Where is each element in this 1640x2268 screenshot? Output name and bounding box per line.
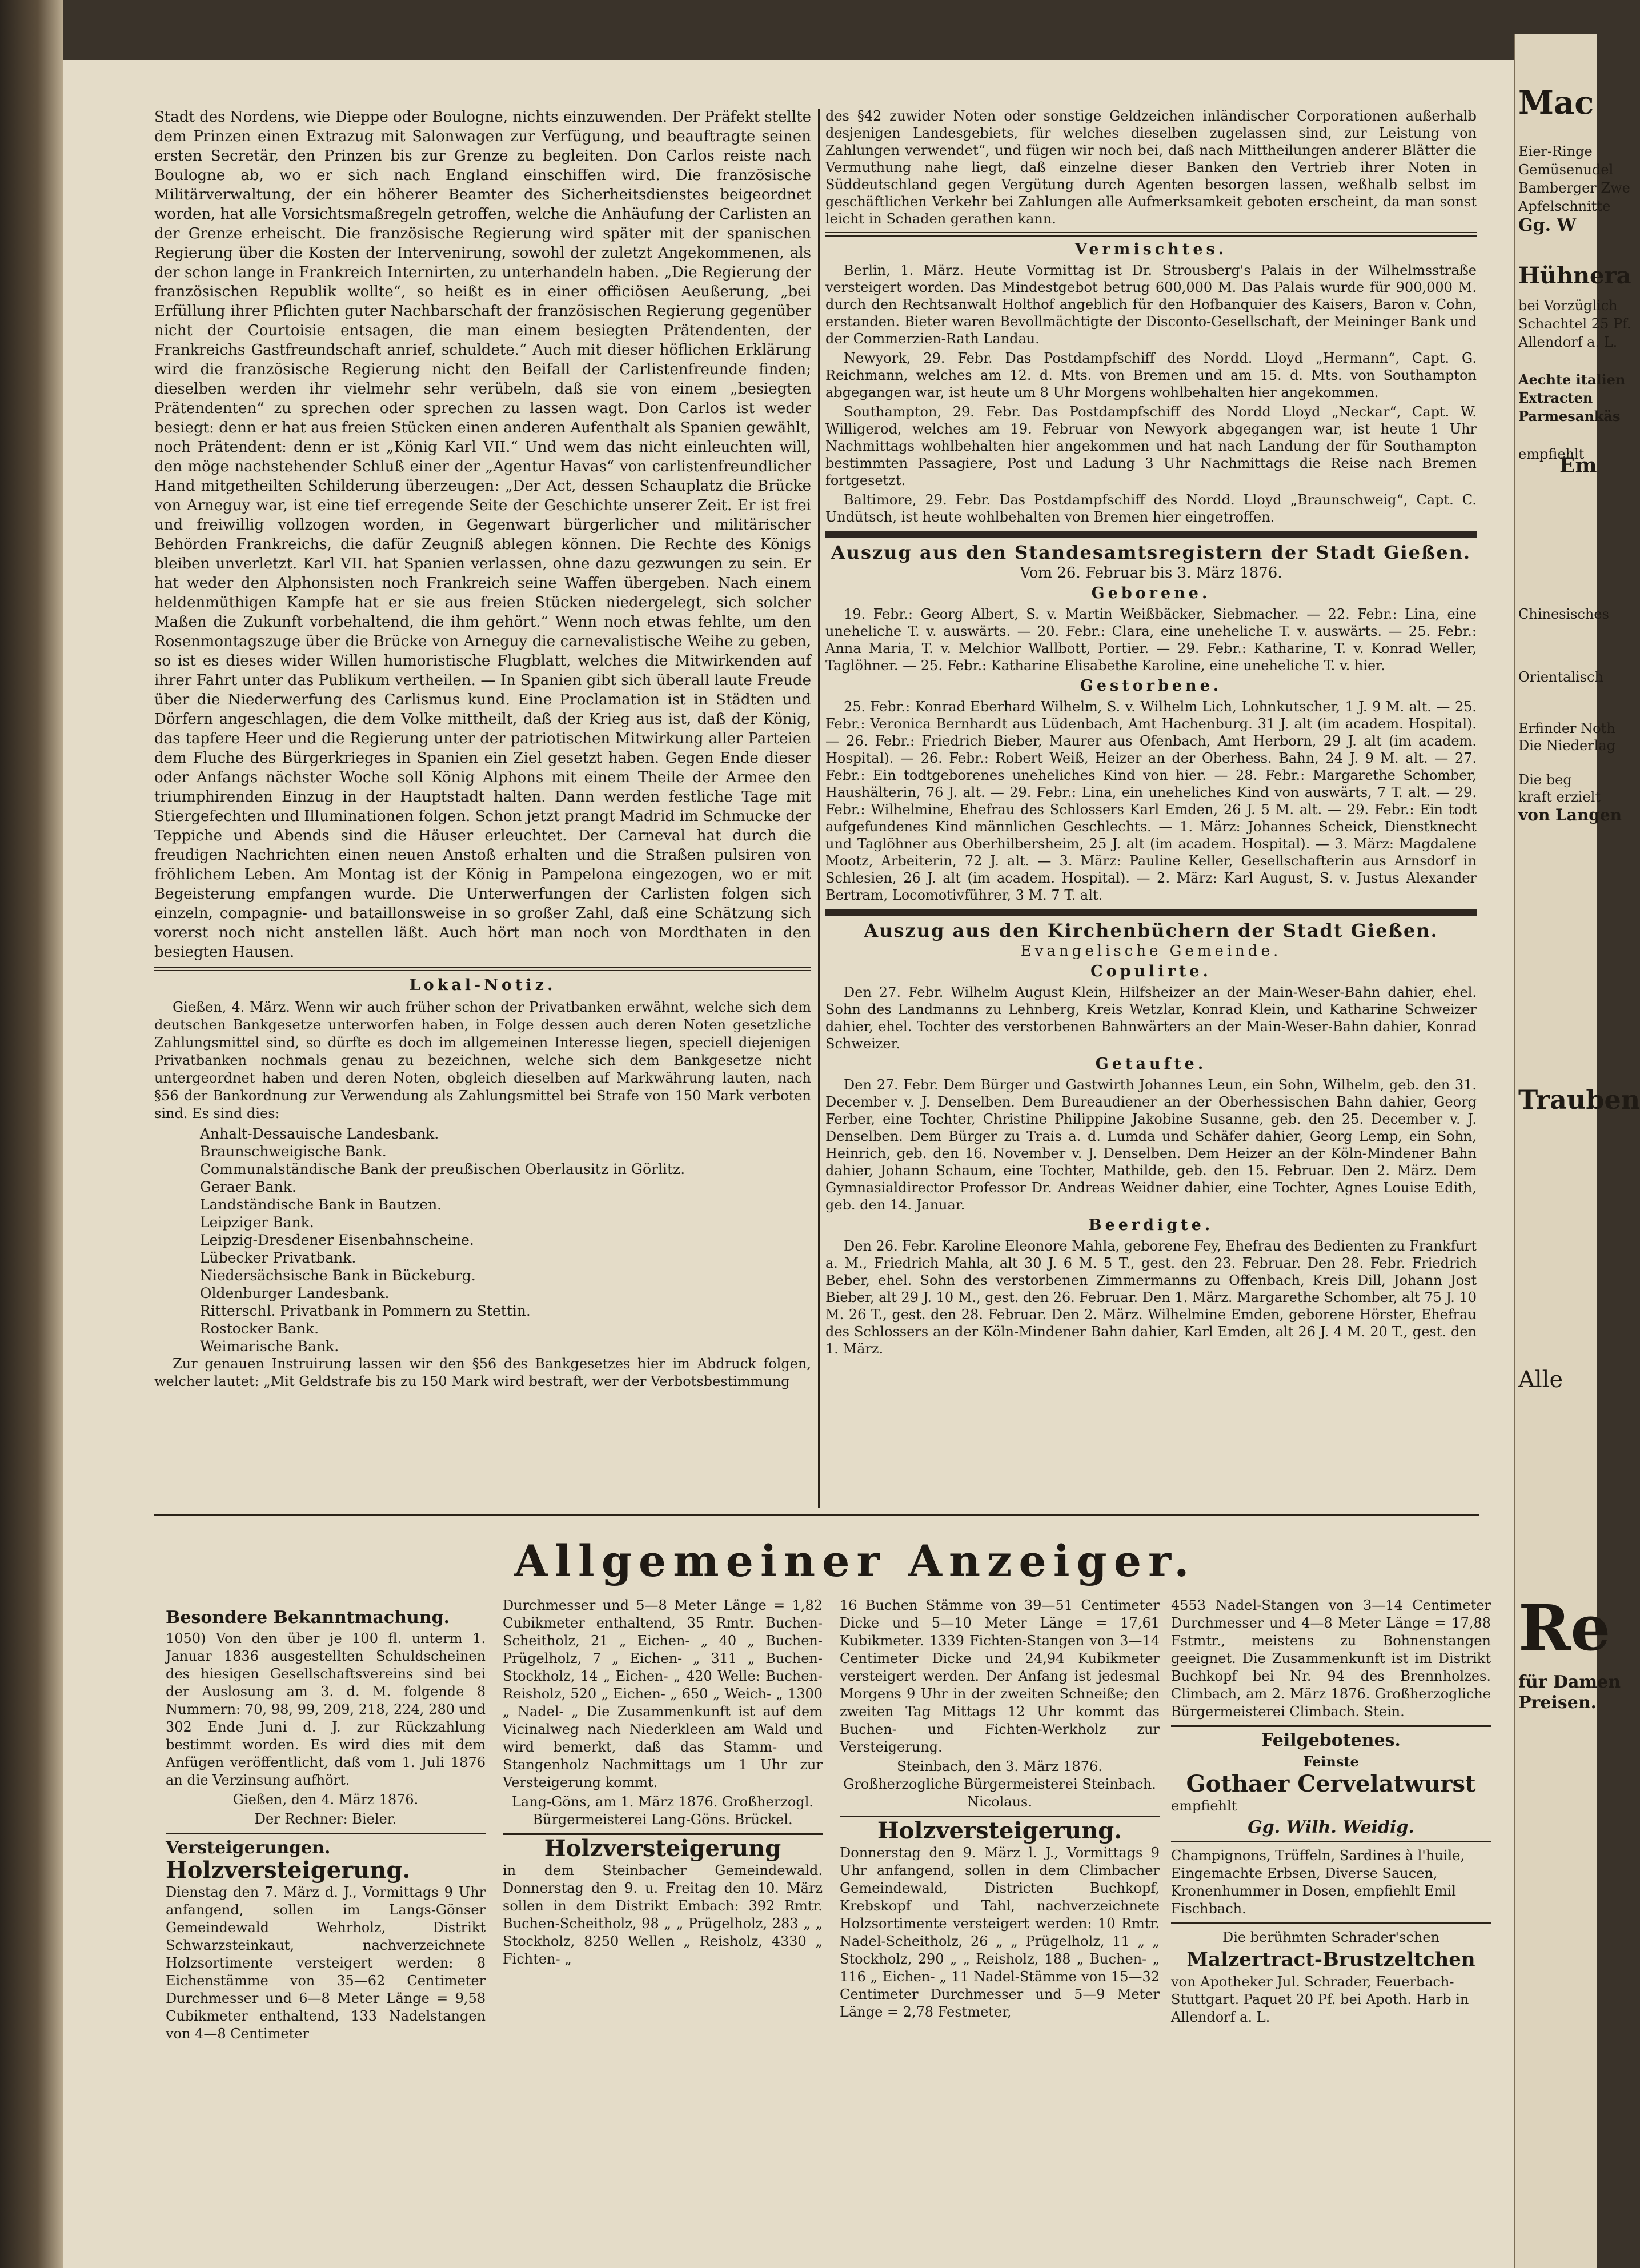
carlos-article: Stadt des Nordens, wie Dieppe oder Boulogne, nichts einzuwenden. Der Präfekt stellte dem Prinzen einen Extrazug mit Salonwagen zur Verfügung, und beauftragte seinen ersten Secretär, den Prinzen bis zur Grenze zu begleiten. Don Carlos reiste nach Boulogne ab, wo er sich nach England einschiffen wird. Die französische Militärverwaltung, der ein höherer Beamter des Sicherheitsdienstes beigeordnet worden, hat alle Vorsichtsmaßregeln getroffen, welche die Anhäufung der Carlisten an der Grenze erheischt. Die französische Regierung wird später mit der spanischen Regierung über die Kosten der Intervenirung, sowohl der zuletzt Angekommenen, als der schon lange in Frankreich Internirten, zu unterhandeln haben. „Die Regierung der französischen Republik wollte“, so heißt es in einer officiösen Aeußerung, „bei Erfüllung ihrer Pflichten guter Nachbarschaft der französischen Regierung gegenüber nicht der Courtoisie entsagen, die man einem besiegten Prätendenten, der Frankreichs Gastfreundschaft anrief, schuldete.“ Auch mit dieser höflichen Erklärung wird die französische Regierung nicht den Beifall der Carlistenfreunde finden; dieselben werden ihr vielmehr sehr verübeln, daß sie von einem „besiegten Prätendenten“ zu sprechen oder sprechen zu lassen wagt. Don Carlos ist weder besiegt: denn er hat aus freien Stücken einen anderen Aufenthalt als Spanien gewählt, noch Prätendent: denn er ist „König Karl VII.“ Und wem das nicht einleuchten will, den möge nachstehender Schluß einer der „Agentur Havas“ von carlistenfreundlicher Hand mitgetheilten Schilderung überzeugen: „Der Act, dessen Schauplatz die Brücke von Arneguy war, ist eine tief erregende Seite der Geschichte unserer Zeit. Er ist frei und freiwillig vollzogen worden, in Gegenwart bürgerlicher und militärischer Behörden Frankreichs, die dafür Zeugniß ablegen können. Die Rechte des Königs bleiben unverletzt. Karl VII. hat Spanien verlassen, ohne dazu gezwungen zu sein. Er hat weder den Alphonsisten noch Frankreich seine Waffen übergeben. Nach einem heldenmüthigen Kampfe hat er sie aus freien Stücken niedergelegt, sich solcher Maßen die Zukunft vorbehaltend, die ihm gehört.“ Wenn noch etwas fehlte, um den Rosenmontagszuge über die Brücke von Arneguy die carnevalistische Weihe zu geben, so ist es dieses wider Willen humoristische Flugblatt, welches die Mitwirkenden auf ihrer Fahrt unter das Publikum vertheilen. — In Spanien gibt sich überall laute Freude über die Niederwerfung des Carlismus kund. Eine Proclamation ist in Städten und Dörfern angeschlagen, die dem Volke mittheilt, daß der Krieg aus ist, daß der König, das tapfere Heer und die Regierung unter der patriotischen Mitwirkung aller Parteien dem Fluche des Bürgerkrieges in Spanien ein Ziel gesetzt haben. Gegen Ende dieser oder Anfangs nächster Woche soll König Alphons mit einem Theile der Armee den triumphirenden Einzug in der Hauptstadt halten. Dann werden festliche Tage mit Stiergefechten und Illuminationen folgen. Schon jetzt prangt Madrid im Schmucke der Teppiche und Abends sind die Häuser erleuchtet. Der Carneval hat durch die freudigen Nachrichten einen neuen Anstoß erhalten und die Straßen pulsiren von fröhlichem Leben. Am Montag ist der König in Pampelona eingezogen, wo er mit Begeisterung empfangen wurde. Die Unterwerfungen der Carlisten folgen sich einzeln, compagnie- und bataillonsweise in so großer Zahl, daß eine Schätzung sich vorerst noch nicht anstellen läßt. Auch hört man noch von Mordthaten in den besiegten Hausen. [154, 109, 811, 961]
bekanntmachung-place: Gießen, den 4. März 1876. [232, 1792, 419, 1808]
book-binding [0, 0, 63, 2268]
holzversteigerung-title: Holzversteigerung. [166, 1857, 411, 1884]
lokal-notiz-text: Gießen, 4. März. Wenn wir auch früher schon der Privatbanken erwähnt, welche sich dem deutschen Bankgesetze unterworfen haben, in Folge dessen auch deren Noten gesetzliche Zahlungsmittel sind, so dürfte es doch im allgemeinen Interesse liegen, speciell diejenigen Privatbanken nochmals genau zu bezeichnen, welche sich dem Bankgesetze nicht untergeordnet haben und deren Noten, obgleich dieselben auf Markwährung lauten, nach §56 der Bankordnung zur Verwendung als Zahlungsmittel bei Strafe von 150 Mark verboten sind. Es sind dies: [154, 999, 811, 1121]
adjacent-page-fragment: Apfelschnitte [1518, 198, 1611, 214]
geborene-list: 19. Febr.: Georg Albert, S. v. Martin Weißbäcker, Siebmacher. — 22. Febr.: Lina, eine uneheliche T. v. auswärts. — 20. Febr.: Clara, eine uneheliche T. v. auswärts. — 25. Febr.: Anna Maria, T. v. Melchior Wallbott, Portier. — 29. Febr.: Katharine, T. v. Konrad Weller, Taglöhner. — 25. Febr.: Katharine Elisabethe Karoline, eine uneheliche T. v. hier. [825, 606, 1477, 674]
steinbach-cont: 16 Buchen Stämme von 39—51 Centimeter Dicke und 5—10 Meter Länge = 17,61 Kubikmeter. 1339 Fichten-Stangen von 3—14 Centimeter Dicke und 24,94 Kubikmeter versteigert werden. Der Anfang ist jedesmal Morgens 9 Uhr in der zweiten Schneiße; den zweiten Tag Mittags 12 Uhr kommt das Buchen- und Fichten-Werkholz zur Versteigerung. [840, 1597, 1160, 1755]
adjacent-page-fragment: Re [1518, 1591, 1611, 1665]
adjacent-page-fragment: für Damen [1518, 1672, 1621, 1692]
copulirte-heading: Copulirte. [1090, 963, 1212, 980]
lokal-notiz-end: Zur genauen Instruirung lassen wir den §56 des Bankgesetzes hier im Abdruck folgen, welcher lautet: „Mit Geldstrafe bis zu 150 Mark wird bestraft, wer der Verbotsbestimmung [154, 1356, 811, 1389]
holzversteigerung-text: Dienstag den 7. März d. J., Vormittags 9 Uhr anfangend, sollen im Langs-Gönser Gemeindewald Wehrholz, Distrikt Schwarzsteinkaut, nachverzeichnete Holzsortimente versteigert werden: 8 Eichenstämme von 35—62 Centimeter Durchmesser und 6—8 Meter Länge = 9,58 Cubikmeter enthaltend, 133 Nadelstangen von 4—8 Centimeter [166, 1884, 486, 2042]
adjacent-page-fragment: Hühnera [1518, 262, 1631, 289]
news-newyork: Newyork, 29. Febr. Das Postdampfschiff des Nordd. Lloyd „Hermann“, Capt. G. Reichmann, welches am 12. d. Mts. von Bremen und am 15. d. Mts. von Southampton abgegangen war, ist heute um 8 Uhr Morgens wohlbehalten hier angekommen. [825, 350, 1477, 400]
bank-item: Oldenburger Landesbank. [200, 1285, 390, 1301]
ad-divider [166, 1833, 486, 1834]
bank-item: Landständische Bank in Bautzen. [200, 1196, 442, 1213]
ad-divider [1171, 1725, 1491, 1727]
bank-item: Rostocker Bank. [200, 1320, 319, 1337]
adjacent-page-fragment: Orientalisch [1518, 669, 1604, 685]
bank-item: Anhalt-Dessauische Landesbank. [200, 1125, 439, 1142]
adjacent-page-fragment: Gemüsenudel [1518, 162, 1614, 178]
adjacent-page-fragment: Extracten [1518, 390, 1593, 406]
adjacent-page-fragment: Gg. W [1518, 215, 1577, 235]
adjacent-page-fragment: kraft erzielt [1518, 789, 1601, 805]
langgoens-wood-list: Durchmesser und 5—8 Meter Länge = 1,82 Cubikmeter enthaltend, 35 Rmtr. Buchen-Scheitholz, 21 „ Eichen- „ 40 „ Buchen-Prügelholz, 7 „ Eichen- „ 311 „ Buchen-Stockholz, 14 „ Eichen- „ 420 Welle: Buchen-Reisholz, 520 „ Eichen- „ 650 „ Weich- „ 1300 „ Nadel- „ Die Zusammenkunft ist auf dem Vicinalweg nach Niederkleen am Wald und wird bemerkt, daß das Stamm- und Stangenholz Nachmittags um 1 Uhr zur Versteigerung kommt. [503, 1597, 823, 1790]
bank-item: Leipziger Bank. [200, 1214, 314, 1231]
cervelat-recommends: empfiehlt [1171, 1798, 1237, 1814]
schrader-text: von Apotheker Jul. Schrader, Feuerbach-Stuttgart. Paquet 20 Pf. bei Apoth. Harb in Allendorf a. L. [1171, 1974, 1469, 2025]
adjacent-page-fragment: bei Vorzüglich [1518, 298, 1618, 314]
adjacent-page-fragment: Trauben [1518, 1084, 1640, 1115]
adjacent-page-fragment: Parmesankäs [1518, 408, 1621, 424]
ad-divider [1171, 1841, 1491, 1842]
feilgebotenes-heading: Feilgebotenes. [1261, 1730, 1401, 1750]
bank-item: Communalständische Bank der preußischen Oberlausitz in Görlitz. [200, 1161, 685, 1177]
adjacent-page-fragment: Die beg [1518, 772, 1572, 788]
article-column-2 [825, 107, 1477, 1360]
ad-column-2 [503, 1597, 823, 1970]
bekanntmachung-text: 1050) Von den über je 100 fl. unterm 1. Januar 1836 ausgestellten Schuldscheinen des hiesigen Gesellschaftsvereins sind bei der Auslosung am 3. d. M. folgende 8 Nummern: 70, 98, 99, 209, 218, 224, 280 und 302 Ende Juni d. J. zur Rückzahlung bestimmt worden. Es wird dies mit dem Anfügen veröffentlicht, daß vom 1. Juli 1876 an die Verzinsung aufhört. [166, 1630, 486, 1788]
steinbach-holzversteigerung-title: Holzversteigerung [544, 1835, 781, 1862]
versteigerungen-heading: Versteigerungen. [166, 1838, 331, 1858]
bekanntmachung-heading: Besondere Bekanntmachung. [166, 1608, 450, 1628]
standesamt-date-range: Vom 26. Februar bis 3. März 1876. [1020, 564, 1282, 582]
bank-item: Ritterschl. Privatbank in Pommern zu Stettin. [200, 1303, 531, 1319]
schrader-small: Die berühmten Schrader'schen [1222, 1929, 1440, 1945]
cervelat-small: Feinste [1303, 1753, 1359, 1770]
anzeiger-rule [154, 1514, 1479, 1516]
adjacent-page-fragment: Alle [1518, 1367, 1563, 1393]
adjacent-page-edge [1514, 34, 1640, 2268]
getaufte-list: Den 27. Febr. Dem Bürger und Gastwirth Johannes Leun, ein Sohn, Wilhelm, geb. den 31. December v. J. Denselben. Dem Bureaudiener an der Oberhessischen Bahn dahier, Georg Ferber, eine Tochter, Christine Philippine Jakobine Susanne, geb. den 25. December v. J. Denselben. Dem Bürger zu Trais a. d. Lumda und Schäfer dahier, Georg Lemp, ein Sohn, Heinrich, geb. den 16. November v. J. Denselben. Dem Heizer an der Köln-Mindener Bahn dahier, Johann Schaum, eine Tochter, Mathilde, geb. den 15. Februar. Den 2. März. Dem Gymnasialdirector Professor Dr. Andreas Weidner dahier, eine Tochter, Agnes Louise Edith, geb. den 14. Januar. [825, 1077, 1477, 1213]
adjacent-page-fragment: von Langen [1518, 806, 1622, 824]
steinbach-place: Steinbach, den 3. März 1876. Großherzogliche Bürgermeisterei Steinbach. Nicolaus. [843, 1758, 1156, 1810]
standesamt-title: Auszug aus den Standesamtsregistern der Stadt Gießen. [831, 542, 1471, 563]
news-berlin: Berlin, 1. März. Heute Vormittag ist Dr. Strousberg's Palais in der Wilhelmsstraße versteigert worden. Das Mindestgebot betrug 600,000 M. Das Palais wurde für 900,000 M. durch den Rechtsanwalt Holthof angeblich für den Hofbanquier des Kaisers, Baron v. Cohn, erstanden. Bieter waren Bevollmächtigte der Disconto-Gesellschaft, der Meininger Bank und der Commerzien-Rath Landau. [825, 262, 1477, 347]
news-southampton: Southampton, 29. Febr. Das Postdampfschiff des Nordd Lloyd „Neckar“, Capt. W. Willigerod, welches am 19. Februar von Newyork abgegangen war, ist heute 1 Uhr Nachmittags wohlbehalten hier angekommen und hat nach Landung der für Southampton bestimmten Passagiere, Post und Ladung 3 Uhr Nachmittags die Reise nach Bremen fortgesetzt. [825, 404, 1477, 488]
gestorbene-heading: Gestorbene. [1080, 677, 1222, 695]
climbach-cont: 4553 Nadel-Stangen von 3—14 Centimeter Durchmesser und 4—8 Meter Länge = 17,88 Fstmtr., meistens zu Bohnenstangen geeignet. Die Zusammenkunft ist im Distrikt Buchkopf bei Nr. 94 des Brennholzes. Climbach, am 2. März 1876. Großherzogliche Bürgermeisterei Climbach. Stein. [1171, 1597, 1491, 1720]
ad-column-4 [1171, 1597, 1491, 2028]
beerdigte-list: Den 26. Febr. Karoline Eleonore Mahla, geborene Fey, Ehefrau des Bedienten zu Frankfurt a. M., Friedrich Mahla, alt 30 J. 6 M. 5 T., gest. den 23. Februar. Den 28. Febr. Friedrich Beber, ehel. Sohn des verstorbenen Zimmermanns zu Offenbach, Kreis Dill, Johann Jost Bieber, alt 29 J. 10 M., gest. den 26. Februar. Den 1. März. Margarethe Schomber, alt 75 J. 10 M. 26 T., gest. den 28. Februar. Den 2. März. Wilhelmine Emden, geborene Hörster, Ehefrau des Schlossers an der Köln-Mindener Bahn dahier, Karl Emden, alt 26 J. 4 M. 20 T., gest. den 1. März. [825, 1238, 1477, 1357]
bekanntmachung-signature: Der Rechner: Bieler. [254, 1811, 397, 1827]
lokal-notiz-title: Lokal-Notiz. [409, 976, 556, 994]
steinbach-text: in dem Steinbacher Gemeindewald. Donnerstag den 9. u. Freitag den 10. März sollen in dem Distrikt Embach: 392 Rmtr. Buchen-Scheitholz, 98 „ „ Prügelholz, 283 „ „ Stockholz, 8250 Wellen „ Reisholz, 4330 „ Fichten- „ [503, 1862, 823, 1967]
adjacent-page-fragment: Eier-Ringe [1518, 143, 1593, 159]
weidig-firm: Gg. Wilh. Weidig. [1248, 1817, 1414, 1837]
adjacent-page-fragment: Preisen. [1518, 1693, 1597, 1713]
bank-item: Leipzig-Dresdener Eisenbahnscheine. [200, 1232, 474, 1248]
bank-list [154, 1125, 811, 1355]
article-column-1 [154, 107, 811, 1393]
adjacent-page-fragment: empfiehlt [1518, 446, 1585, 462]
getaufte-heading: Getaufte. [1095, 1055, 1207, 1073]
section-divider [154, 967, 811, 971]
climbach-holzversteigerung-title: Holzversteigerung. [877, 1817, 1122, 1844]
adjacent-page-fragment: Schachtel 25 Pf. [1518, 316, 1631, 332]
bank-law-continuation: des §42 zuwider Noten oder sonstige Geldzeichen inländischer Corporationen außerhalb desjenigen Landesgebiets, für welches dieselben zugelassen sind, zur Leistung von Zahlungen verwendet“, und fügen wir noch bei, daß nach Mittheilungen anderer Blätter die Vermuthung nahe liegt, daß einzelne dieser Banken den Vertrieb ihrer Noten in Süddeutschland gegen Vergütung durch Agenten besorgen lassen, weßhalb selbst im geschäftlichen Verkehr bei Zahlungen alle Aufmerksamkeit geboten erscheint, da man sonst leicht in Schaden gerathen kann. [825, 108, 1477, 227]
section-divider [825, 232, 1477, 237]
adjacent-page-fragment: Chinesisches [1518, 606, 1609, 622]
ad-column-3 [840, 1597, 1160, 2023]
cervelat-headline: Gothaer Cervelatwurst [1186, 1770, 1476, 1797]
section-divider [825, 531, 1477, 538]
adjacent-page-fragment: Mac [1518, 84, 1594, 122]
malzextract-headline: Malzertract-Brustzeltchen [1186, 1948, 1475, 1971]
adjacent-page-fragment: Bamberger Zwe [1518, 180, 1630, 196]
adjacent-page-fragment: Allendorf a. L. [1518, 334, 1618, 350]
ad-column-1 [166, 1605, 486, 2045]
section-divider [825, 909, 1477, 916]
vermischtes-title: Vermischtes. [1074, 241, 1228, 258]
bank-item: Lübecker Privatbank. [200, 1249, 356, 1266]
adjacent-page-fragment: Aechte italien [1518, 371, 1626, 388]
bank-item: Braunschweigische Bank. [200, 1143, 387, 1160]
adjacent-page-fragment: Die Niederlag [1518, 738, 1616, 754]
ad-divider [1171, 1922, 1491, 1924]
gestorbene-list: 25. Febr.: Konrad Eberhard Wilhelm, S. v. Wilhelm Lich, Lohnkutscher, 1 J. 9 M. alt. — 25. Febr.: Veronica Bernhardt aus Lüdenbach, Amt Hachenburg. 31 J. alt (im academ. Hospital). — 26. Febr.: Friedrich Bieber, Maurer aus Ofenbach, Amt Herborn, 29 J. alt (im academ. Hospital). — 26. Febr.: Robert Weiß, Heizer an der Oberhess. Bahn, 24 J. 9 M. alt. — 27. Febr.: Ein todtgeborenes uneheliches Kind von hier. — 28. Febr.: Margarethe Schomber, Haushälterin, 76 J. alt. — 29. Febr.: Lina, ein uneheliches Kind von auswärts, 7 T. alt. — 29. Febr.: Wilhelmine, Ehefrau des Schlossers Karl Emden, 26 J. 5 M. alt. — 29. Febr.: Ein todt aufgefundenes Kind männlichen Geschlechts. — 1. März: Johannes Scheick, Dienstknecht und Taglöhner aus Oberhilbersheim, 25 J. alt (im academ. Hospital). — 3. März: Magdalene Mootz, Arbeiterin, 72 J. alt. — 3. März: Pauline Keller, Gesellschafterin aus Arnsdorf in Schlesien, 26 J. alt (im academ. Hospital). — 2. März: Karl August, S. v. Justus Alexander Bertram, Locomotivführer, 3 M. 7 T. alt. [825, 699, 1477, 903]
bank-item: Weimarische Bank. [200, 1338, 339, 1355]
fischbach-ad: Champignons, Trüffeln, Sardines à l'huile, Eingemachte Erbsen, Diverse Saucen, Kronenhummer in Dosen, empfiehlt Emil Fischbach. [1171, 1848, 1465, 1917]
beerdigte-heading: Beerdigte. [1088, 1216, 1214, 1234]
adjacent-page-fragment: Em [1559, 454, 1597, 478]
geborene-heading: Geborene. [1091, 584, 1211, 602]
copulirte-list: Den 27. Febr. Wilhelm August Klein, Hilfsheizer an der Main-Weser-Bahn dahier, ehel. Sohn des Landmanns zu Lehnberg, Kreis Wetzlar, Konrad Klein, und Katharine Schweizer dahier, ehel. Tochter des verstorbenen Bahnwärters an der Main-Weser-Bahn dahier, Konrad Schweizer. [825, 984, 1477, 1052]
column-rule [818, 109, 820, 1508]
bank-item: Niedersächsische Bank in Bückeburg. [200, 1267, 476, 1284]
langgoens-place: Lang-Göns, am 1. März 1876. Großherzogl. Bürgermeisterei Lang-Göns. Brückel. [511, 1794, 814, 1828]
bank-item: Geraer Bank. [200, 1179, 296, 1195]
allgemeiner-anzeiger-title: Allgemeiner Anzeiger. [514, 1536, 1196, 1586]
kirchenbuch-title: Auszug aus den Kirchenbüchern der Stadt Gießen. [864, 920, 1438, 941]
evangelische-gemeinde: Evangelische Gemeinde. [1020, 943, 1282, 960]
adjacent-page-fragment: Erfinder Noth [1518, 720, 1615, 736]
climbach-text: Donnerstag den 9. März l. J., Vormittags 9 Uhr anfangend, sollen in dem Climbacher Gemeindewald, Districten Buchkopf, Krebskopf und Tahl, nachverzeichnete Holzsortimente versteigert werden: 10 Rmtr. Nadel-Scheitholz, 26 „ „ Prügelholz, 11 „ „ Stockholz, 290 „ „ Reisholz, 188 „ Buchen- „ 116 „ Eichen- „ 11 Nadel-Stämme von 15—32 Centimeter Durchmesser und 5—9 Meter Länge = 2,78 Festmeter, [840, 1845, 1160, 2020]
news-baltimore: Baltimore, 29. Febr. Das Postdampfschiff des Nordd. Lloyd „Braunschweig“, Capt. C. Undütsch, ist heute wohlbehalten von Bremen hier eingetroffen. [825, 492, 1477, 525]
